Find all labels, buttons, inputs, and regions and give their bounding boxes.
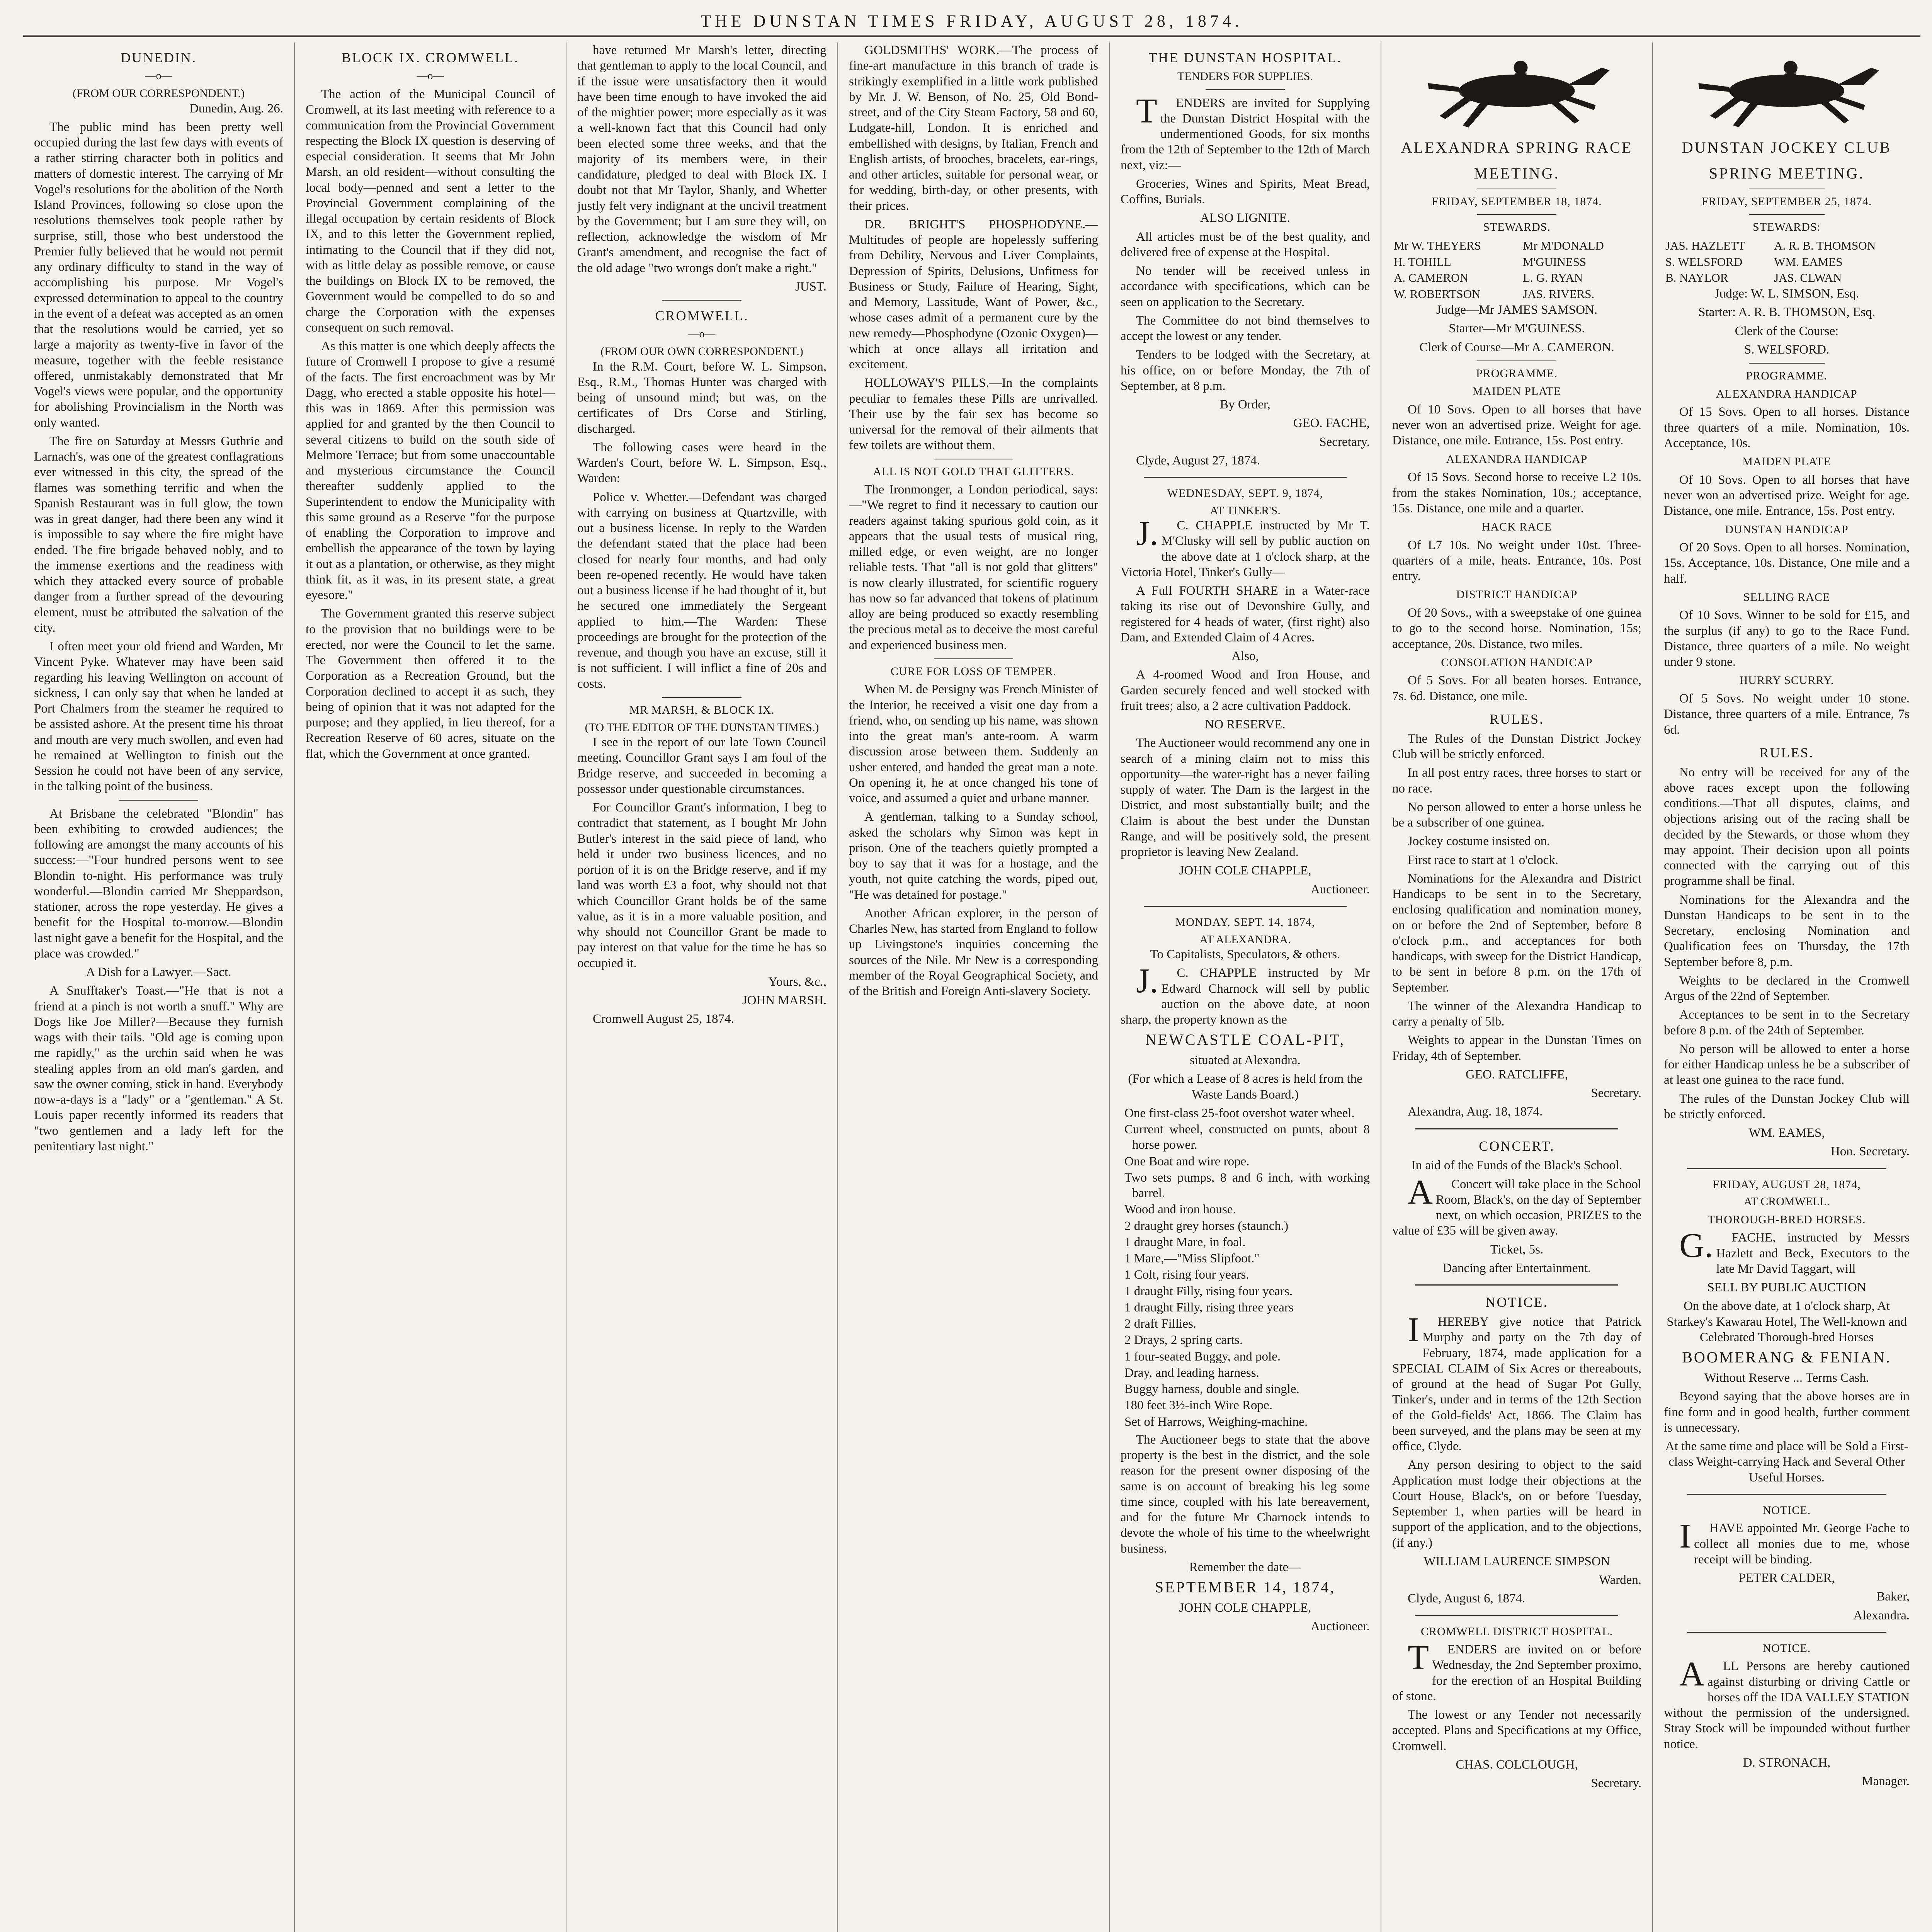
concert-text: AConcert will take place in the School Room, Black's, on the day of September next, on which occasion, PRIZES to the value of £35 will be given away. xyxy=(1392,1173,1642,1238)
list-item: One first-class 25-foot overshot water wheel. xyxy=(1124,1106,1355,1120)
list-item: 1 four-seated Buggy, and pole. xyxy=(1124,1349,1281,1364)
article-title-block-ix: BLOCK IX. CROMWELL. xyxy=(342,50,519,65)
sale-title: THOROUGH-BRED HORSES. xyxy=(1708,1213,1866,1226)
judge: Judge: W. L. SIMSON, Esq. xyxy=(1714,287,1859,301)
secretary-role: Hon. Secretary. xyxy=(1830,1145,1910,1159)
race-meeting-title: DUNSTAN JOCKEY CLUB xyxy=(1682,139,1892,156)
ad-paragraph: All articles must be of the best quality, and delivered free of expense at the Hospital. xyxy=(1121,230,1370,259)
concert-ticket: Ticket, 5s. xyxy=(1490,1242,1544,1257)
rule-text: In all post entry races, three horses to start or no race. xyxy=(1392,766,1641,796)
divider xyxy=(662,697,742,698)
table-row xyxy=(1664,254,1910,270)
sale-terms: Without Reserve ... Terms Cash. xyxy=(1704,1371,1869,1385)
ad-paragraph: J.C. CHAPPLE instructed by Mr Edward Charnock will sell by public auction on the above date, at noon sharp, the property known as the xyxy=(1121,962,1370,1027)
ad-paragraph: The Auctioneer begs to state that the above property is the best in the district, and the sole reason for the present owner disposing of the same is on account of breaking his leg some time since, coupled with his late bereavement, and for the future Mr Charnock intends to devote the whole of his time to the wheelwright business. xyxy=(1121,1432,1370,1556)
article-paragraph: The public mind has been pretty well occupied during the last few days with events of a rather stirring character both in politics and matters of domestic interest. The carrying of Mr Vogel's resolutions for the abolition of the North Island Provinces, following so close upon the resolutions themselves took people rather by surprise, still, those who best understood the Premier fully believed that he would not permit any ordinary difficulty to stand in the way of accomplishing his purpose. Mr Vogel's expressed determination to appeal to the country in the event of a defeat was accepted as an omen that the resolutions would be carried, yet so large a majority as twenty-five in favor of the measure, together with the feeble resistance offered, unmistakably demonstrated that Mr Vogel's views were popular, and the opportunity for abolishing Provincialism in the North was only wanted. xyxy=(34,120,283,430)
divider xyxy=(1144,906,1347,907)
rule-text: Weights to appear in the Dunstan Times on Friday, 4th of September. xyxy=(1392,1033,1641,1063)
race-name: DUNSTAN HANDICAP xyxy=(1725,523,1849,536)
ad-date: Clyde, August 27, 1874. xyxy=(1136,453,1260,468)
auction-date-heading: WEDNESDAY, SEPT. 9, 1874, xyxy=(1167,487,1323,500)
race-name: CONSOLATION HANDICAP xyxy=(1441,656,1593,669)
concert-dancing: Dancing after Entertainment. xyxy=(1442,1261,1591,1275)
table-row xyxy=(1392,270,1641,286)
table-row xyxy=(1664,238,1910,254)
table-row xyxy=(1392,238,1641,254)
secretary-name: GEO. RATCLIFFE, xyxy=(1466,1067,1568,1082)
warden-role: Warden. xyxy=(1599,1573,1641,1587)
rule-text: No person allowed to enter a horse unless he be a subscriber of one guinea. xyxy=(1392,800,1641,830)
steward-name: H. TOHILL xyxy=(1394,255,1451,269)
auctioneer-role: Auctioneer. xyxy=(1310,882,1370,896)
steward-name: Mr W. THEYERS xyxy=(1394,238,1481,252)
steward-name: A. R. B. THOMSON xyxy=(1774,238,1876,252)
auctioneer-name: JOHN COLE CHAPPLE, xyxy=(1179,864,1311,878)
column-jockey-club xyxy=(1653,43,1920,1932)
list-item: 180 feet 3½-inch Wire Rope. xyxy=(1124,1398,1272,1413)
list-item: Set of Harrows, Weighing-machine. xyxy=(1124,1415,1308,1429)
divider xyxy=(1144,477,1347,478)
article-paragraph: Police v. Whetter.—Defendant was charged with carrying on business at Quartzville, with out a business license. In reply to the Warden the defendant stated that the place had been closed for nearly four months, and had only been re-opened recently. He would have taken out a business license if he had thought of it, but he secured one immediately the Sergeant applied to him.—The Warden: These proceedings are brought for the protection of the revenue, and though you have an excuse, still it is not sufficient. I will inflict a fine of 20s and costs. xyxy=(577,490,827,691)
ad-also: Also, xyxy=(1231,649,1259,663)
ad-subtitle: TENDERS FOR SUPPLIES. xyxy=(1177,70,1313,83)
list-item: Current wheel, constructed on punts, about 8 horse power. xyxy=(1124,1122,1370,1152)
ad-also: ALSO LIGNITE. xyxy=(1200,211,1290,225)
divider xyxy=(934,658,1013,659)
letter-subtitle: (TO THE EDITOR OF THE DUNSTAN TIMES.) xyxy=(585,721,819,734)
table-row xyxy=(1392,254,1641,270)
secretary-role: Secretary. xyxy=(1591,1776,1641,1791)
steward-name: JAS. RIVERS. xyxy=(1523,287,1595,301)
list-item: 2 draught grey horses (staunch.) xyxy=(1124,1219,1289,1233)
notice-place: Alexandra. xyxy=(1853,1608,1910,1622)
ad-paragraph: Tenders to be lodged with the Secretary, at his office, on or before Monday, the 7th of September, at 8 p.m. xyxy=(1121,348,1370,393)
secretary-name: WM. EAMES, xyxy=(1748,1126,1825,1140)
clerk-of-course: Clerk of Course—Mr A. CAMERON. xyxy=(1419,340,1614,354)
ad-paragraph: The Auctioneer would recommend any one in search of a mining claim not to miss this opportunity—the water-right has a never failing supply of water. The Dam is the largest in the District, and most substantially built; and the Claim is about the best under the Dunstan Range, and will be positively sold, the present proprietor is leaving New Zealand. xyxy=(1121,736,1370,859)
stewards-heading: STEWARDS: xyxy=(1753,221,1821,234)
tender-text: TENDERS are invited on or before Wednesday, the 2nd September proximo, for the erection of an Hospital Building of stone. xyxy=(1392,1638,1641,1703)
race-details: Of 10 Sovs. Open to all horses that have never won an advertised prize. Weight for age. Distance, one mile. Entrance, 15s. Post entry. xyxy=(1392,402,1641,448)
letter-title-marsh: MR MARSH, & BLOCK IX. xyxy=(629,703,775,716)
race-name: ALEXANDRA HANDICAP xyxy=(1716,387,1857,400)
ad-paragraph: No tender will be received unless in accordance with specifications, which can be seen on application to the Secretary. xyxy=(1121,264,1370,309)
hospital-tender-heading: CROMWELL DISTRICT HOSPITAL. xyxy=(1420,1625,1613,1638)
auctioneer-name: JOHN COLE CHAPPLE, xyxy=(1179,1600,1311,1615)
stewards-heading: STEWARDS. xyxy=(1483,221,1551,234)
ad-role: Secretary. xyxy=(1319,435,1370,449)
article-paragraph: The Ironmonger, a London periodical, says:—"We regret to find it necessary to caution our readers against taking spurious gold coin, as it appears that the usual tests of musical ring, milled edge, or even weight, are no longer reliable tests. That "all is not gold that glitters" is now clearly illustrated, for scientific roguery has now so far advanced that tokens of platinum alloy are being produced so exactly resembling the precious metal as to deceive the most careful and experienced business men. xyxy=(849,483,1098,652)
dateline: Dunedin, Aug. 26. xyxy=(189,101,283,116)
article-paragraph: A Snufftaker's Toast.—"He that is not a friend at a pinch is not worth a snuff." Why are Dogs like Joe Miller?—Because they furnish wags with their tails. "Old age is coming upon me rapidly," as the urchin said when he was stealing apples from an old man's garden, and saw the owner coming, stick in hand. Everybody now-a-days is a "lady" or a "gentleman." A St. Louis paper recently informed its readers that "two gentlemen and a lady left for the penitentiary last night." xyxy=(34,984,283,1153)
race-details: Of 20 Sovs., with a sweepstake of one guinea to go to the second horse. Nomination, 15s; acceptance, 20s. Distance, two miles. xyxy=(1392,606,1641,651)
race-meeting-title: ALEXANDRA SPRING RACE xyxy=(1401,139,1633,156)
divider xyxy=(1206,89,1285,90)
rule-text: The winner of the Alexandra Handicap to carry a penalty of 5lb. xyxy=(1392,999,1641,1029)
race-details: Of 5 Sovs. No weight under 10 stone. Distance, three quarters of a mile. Entrance, 7s 6d. xyxy=(1664,692,1910,737)
divider xyxy=(1415,1128,1618,1129)
article-title-cromwell: CROMWELL. xyxy=(655,308,749,323)
secretary-role: Secretary. xyxy=(1591,1086,1641,1100)
ad-paragraph: Groceries, Wines and Spirits, Meat Bread, Coffins, Burials. xyxy=(1121,177,1370,206)
race-meeting-title-2: MEETING. xyxy=(1474,164,1560,182)
article-paragraph: In the R.M. Court, before W. L. Simpson, Esq., R.M., Thomas Hunter was charged with being of unsound mind; but was, on the certificates of Drs Corse and Stirling, discharged. xyxy=(577,359,827,436)
steward-name: S. WELSFORD xyxy=(1665,255,1743,269)
rule-text: The rules of the Dunstan Jockey Club will be strictly enforced. xyxy=(1664,1092,1910,1121)
notice-text: Any person desiring to object to the said Application must lodge their objections at the Court House, Black's, on or before Tuesday, September 1, when parties will be heard in support of the application, and to the objections, (if any.) xyxy=(1392,1458,1641,1550)
table-row xyxy=(1664,270,1910,286)
article-paragraph: GOLDSMITHS' WORK.—The process of fine-art manufacture in this branch of trade is strikingly exemplified in a little work published by Mr. J. W. Benson, of No. 25, Old Bond-street, and of the City Steam Factory, 58 and 60, Ludgate-hill, London. It is enriched and embellished with designs, by Italian, French and English artists, of brooches, bracelets, ear-rings, and other articles, suitable for personal wear, or for wedding, birth-day, or other presents, with their prices. xyxy=(849,43,1098,213)
ad-paragraph: TENDERS are invited for Supplying the Dunstan District Hospital with the undermentioned Goods, for six months from the 12th of September to the 12th of March next, viz:— xyxy=(1121,92,1370,172)
list-item: 1 draught Filly, rising four years. xyxy=(1124,1284,1293,1298)
list-item: Wood and iron house. xyxy=(1124,1202,1236,1217)
race-name: MAIDEN PLATE xyxy=(1742,455,1831,468)
race-date: FRIDAY, SEPTEMBER 25, 1874. xyxy=(1701,195,1872,208)
notice-name: D. STRONACH, xyxy=(1743,1755,1831,1770)
list-item: One Boat and wire rope. xyxy=(1124,1154,1250,1168)
horse-names: BOOMERANG & FENIAN. xyxy=(1682,1349,1891,1366)
rule-text: The Rules of the Dunstan District Jockey Club will be strictly enforced. xyxy=(1392,731,1641,761)
correspondent-line: (FROM OUR CORRESPONDENT.) xyxy=(72,87,245,100)
article-title-dunedin: DUNEDIN. xyxy=(121,50,197,65)
sale-headline: SELL BY PUBLIC AUCTION xyxy=(1707,1281,1866,1295)
rule-text: Nominations for the Alexandra and the Dunstan Handicaps to be sent in to the Secretary, enclosing Nomination and Qualification fees on Thursday, the 17th September before 8, p.m. xyxy=(1664,893,1910,969)
separator: —o— xyxy=(688,328,716,340)
racehorse-illustration-icon xyxy=(1664,46,1910,131)
separator: —o— xyxy=(417,70,444,82)
divider xyxy=(1749,363,1825,364)
sale-location: AT CROMWELL. xyxy=(1743,1195,1830,1208)
article-paragraph: The following cases were heard in the Warden's Court, before W. L. Simpson, Esq., Warden: xyxy=(577,440,827,486)
column-dunedin xyxy=(23,43,295,1932)
remember-line: Remember the date— xyxy=(1189,1560,1301,1574)
steward-name: M'GUINESS xyxy=(1523,255,1587,269)
race-details: Of 10 Sovs. Winner to be sold for £15, and the surplus (if any) to go to the Race Fund. Distance, three quarters of a mile. No weight under 9 stone. xyxy=(1664,608,1910,669)
notice-date: Clyde, August 6, 1874. xyxy=(1408,1592,1526,1606)
race-date: FRIDAY, SEPTEMBER 18, 1874. xyxy=(1432,195,1602,208)
notice-text: IHEREBY give notice that Patrick Murphy and party on the 7th day of February, 1874, made application for a SPECIAL CLAIM of Six Acres or thereabouts, of ground at the head of Sugar Pot Gully, Tinker's, under and in terms of the 12th Section of the Gold-fields' Act, 1866. The Claim has been surveyed, and the plans may be seen at my office, Clyde. xyxy=(1392,1311,1641,1454)
remember-date: SEPTEMBER 14, 1874, xyxy=(1155,1578,1336,1596)
race-details: Of 15 Sovs. Open to all horses. Distance three quarters of a mile. Nomination, 10s. Acceptance, 10s. xyxy=(1664,405,1910,450)
auctioneer-role: Auctioneer. xyxy=(1310,1619,1370,1634)
divider xyxy=(1477,214,1556,215)
race-meeting-title-2: SPRING MEETING. xyxy=(1709,164,1865,182)
ad-paragraph: A 4-roomed Wood and Iron House, and Garden securely fenced and well stocked with fruit trees; also, a 2 acre cultivation Paddock. xyxy=(1121,668,1370,713)
steward-name: W. ROBERTSON xyxy=(1394,287,1481,301)
steward-name: Mr M'DONALD xyxy=(1523,238,1604,252)
notice-heading: NOTICE. xyxy=(1485,1294,1548,1310)
concert-subtitle: In aid of the Funds of the Black's School. xyxy=(1411,1158,1622,1173)
masthead: THE DUNSTAN TIMES FRIDAY, AUGUST 28, 1874. xyxy=(23,8,1920,37)
column-hospital-auctions xyxy=(1110,43,1381,1932)
notice-name: PETER CALDER, xyxy=(1738,1571,1835,1585)
letter-sign-off: Yours, &c., xyxy=(768,975,827,989)
clerk-of-course: Clerk of the Course: xyxy=(1735,324,1839,338)
ad-signatory: GEO. FACHE, xyxy=(1293,416,1370,430)
column-block-ix xyxy=(295,43,566,1932)
divider xyxy=(1415,1615,1618,1616)
auction-date-heading: MONDAY, SEPT. 14, 1874, xyxy=(1175,915,1315,929)
rule-text: Nominations for the Alexandra and District Handicaps to be sent in to the Secretary, enclosing qualification and nomination money, on or before the 2nd of September, before 8 o'clock p.m., and acceptances for both handicaps, with sweep for the District Handicap, to be sent in before 8 p.m. on the 17th of September. xyxy=(1392,871,1641,995)
sale-text: G.FACHE, instructed by Messrs Hazlett and Beck, Executors to the late Mr David Taggart, will xyxy=(1679,1226,1910,1276)
race-details: Of 5 Sovs. For all beaten horses. Entrance, 7s. 6d. Distance, one mile. xyxy=(1392,673,1641,703)
race-details: Of 20 Sovs. Open to all horses. Nomination, 15s. Acceptance, 10s. Distance, One mile and a half. xyxy=(1664,541,1910,586)
notice-text: IHAVE appointed Mr. George Fache to collect all monies due to me, whose receipt will be binding. xyxy=(1679,1517,1910,1566)
judge: Judge—Mr JAMES SAMSON. xyxy=(1436,303,1598,317)
notice-role: Manager. xyxy=(1862,1774,1910,1789)
list-item: 2 Drays, 2 spring carts. xyxy=(1124,1333,1243,1347)
programme-heading: PROGRAMME. xyxy=(1476,367,1558,380)
divider xyxy=(662,300,742,301)
article-paragraph: Another African explorer, in the person of Charles New, has started from England to follow up Livingstone's inquiries concerning the sources of the Nile. Mr New is a corresponding member of the Royal Geographical Society, and of the British and Foreign Anti-slavery Society. xyxy=(849,906,1098,998)
race-details: Of 10 Sovs. Open to all horses that have never won an advertised prize. Weight for age. Distance, one mile. Entrance, 15s. Post entry. xyxy=(1664,473,1910,518)
divider xyxy=(1415,1284,1618,1286)
article-title-temper: CURE FOR LOSS OF TEMPER. xyxy=(890,665,1057,678)
article-paragraph: DR. BRIGHT'S PHOSPHODYNE.—Multitudes of people are hopelessly suffering from Debility, Nervous and Liver Complaints, Depression of Spirits, Delusions, Unfitness for Business or Study, Failure of Hearing, Sight, and Memory, Lassitude, Want of Power, &c., whose cases admit of a permanent cure by the new remedy—Phosphodyne (Ozonic Oxygen)—which at once allays all irritation and excitement. xyxy=(849,217,1098,371)
list-item: Two sets pumps, 8 and 6 inch, with working barrel. xyxy=(1124,1170,1370,1201)
ad-paragraph: A Full FOURTH SHARE in a Water-race taking its rise out of Devonshire Gully, and registered for 4 heads of water, (first right) also Dam, and Extended Claim of 4 Acres. xyxy=(1121,584,1370,645)
race-name: HURRY SCURRY. xyxy=(1739,674,1834,687)
rules-heading: RULES. xyxy=(1489,711,1544,727)
colliery-name: NEWCASTLE COAL-PIT, xyxy=(1145,1031,1345,1049)
article-paragraph: The fire on Saturday at Messrs Guthrie and Larnach's, was one of the greatest conflagrations ever witnessed in this city, the spread of the flames was something terrific and when the Spanish Restaurant was in full glow, the town was in great danger, had there been any wind it is impossible to say where the fire might have ended. The fire brigade behaved nobly, and to the immense exertions and the readiness with which they attacked every source of probable danger from a further spread of the devouring element, must be attributed the salvation of the city. xyxy=(34,434,283,635)
stewards-table xyxy=(1664,238,1910,286)
rule-text: Jockey costume insisted on. xyxy=(1408,834,1550,849)
auction-location: AT TINKER'S. xyxy=(1210,504,1281,517)
race-name: ALEXANDRA HANDICAP xyxy=(1446,452,1588,466)
race-name: SELLING RACE xyxy=(1743,590,1830,604)
sale-text: At the same time and place will be Sold a First-class Weight-carrying Hack and Several Other Useful Horses. xyxy=(1665,1439,1908,1485)
article-paragraph: As this matter is one which deeply affects the future of Cromwell I propose to give a resumé of the facts. The first encroachment was by Mr Dagg, who erected a stable opposite his hotel—this was in 1869. After this permission was applied for and granted by the then Council to several citizens to build on the south side of Melmore Terrace; but from some unaccountable and mysterious circumstance the Council thereafter suddenly applied to the Superintendent to endow the Municipality with this same ground as a Reserve "for the purpose of enabling the Corporation to improve and embellish the appearance of the town by laying it out as a plantation, or otherwise, as they might think fit, as it was, in its present state, a great eyesore." xyxy=(306,339,555,602)
steward-name: JAS. CLWAN xyxy=(1774,271,1842,285)
race-name: DISTRICT HANDICAP xyxy=(1456,588,1578,601)
article-paragraph: The action of the Municipal Council of Cromwell, at its last meeting with reference to a communication from the Provincial Government respecting the Block IX question is deserving of especial consideration. It seems that Mr John Marsh, an old resident—without consulting the local body—penned and sent a letter to the Provincial Government complaining of the illegal occupation by certain residents of Block IX, and to this letter the Government replied, intimating to the Council that if they did not, with as little delay as possible remove, or cause the buildings on Block IX to be removed, the Government would be compelled to do so and charge the Corporation with the expenses consequent on such removal. xyxy=(306,87,555,335)
divider xyxy=(119,800,198,801)
notice-role: Baker, xyxy=(1876,1590,1910,1604)
steward-name: WM. EAMES xyxy=(1774,255,1843,269)
starter: Starter—Mr M'GUINESS. xyxy=(1449,321,1585,336)
ad-date: Alexandra, Aug. 18, 1874. xyxy=(1408,1105,1543,1119)
secretary-name: CHAS. COLCLOUGH, xyxy=(1456,1757,1578,1772)
racehorse-illustration-icon xyxy=(1392,46,1641,131)
notice-heading: NOTICE. xyxy=(1762,1641,1811,1655)
starter: Starter: A. R. B. THOMSON, Esq. xyxy=(1698,305,1875,320)
steward-name: JAS. HAZLETT xyxy=(1665,238,1745,252)
race-name: MAIDEN PLATE xyxy=(1472,385,1561,398)
list-item: 1 Colt, rising four years. xyxy=(1124,1268,1249,1282)
article-paragraph: When M. de Persigny was French Minister of the Interior, he received a visit one day from a friend, who, on sending up his name, was shown into the great man's ante-room. A warm discussion arose between them. Suddenly an usher entered, and handed the great man a note. On opening it, he at once changed his tone of voice, and assumed a quiet and urbane manner. xyxy=(849,682,1098,806)
divider xyxy=(1687,1632,1886,1633)
letter-paragraph: I see in the report of our late Town Council meeting, Councillor Grant says I am foul of the Bridge reserve, and succeeded in becoming a possessor under questionable circumstances. xyxy=(577,735,827,796)
sale-text: On the above date, at 1 o'clock sharp, At Starkey's Kawarau Hotel, The Well-known and Celebrated Thorough-bred Horses xyxy=(1667,1299,1907,1344)
article-paragraph-blondin: At Brisbane the celebrated "Blondin" has been exhibiting to crowded audiences; the following are amongst the many accounts of his success:—"Four hundred persons went to see Blondin to-night. His performance was truly wonderful.—Blondin carried Mr Sheppardson, stationer, across the rope yesterday. He gives a benefit for the Hospital to-morrow.—Blondin last night gave a benefit for the Hospital, and the place was crowded." xyxy=(34,806,283,961)
list-item: 1 Mare,—"Miss Slipfoot." xyxy=(1124,1252,1260,1266)
separator: —o— xyxy=(145,70,172,82)
ad-title-hospital: THE DUNSTAN HOSPITAL. xyxy=(1148,50,1342,65)
concert-heading: CONCERT. xyxy=(1479,1138,1555,1154)
column-alexandra-race xyxy=(1381,43,1653,1932)
rule-text: First race to start at 1 o'clock. xyxy=(1408,853,1558,867)
correspondent-line: (FROM OUR OWN CORRESPONDENT.) xyxy=(600,345,803,358)
programme-heading: PROGRAMME. xyxy=(1746,369,1828,383)
steward-name: A. CAMERON xyxy=(1394,271,1468,285)
race-name: HACK RACE xyxy=(1481,520,1552,534)
auction-location: AT ALEXANDRA. xyxy=(1199,933,1291,946)
article-paragraph: I often meet your old friend and Warden, Mr Vincent Pyke. Whatever may have been said regarding his leaving Wellington on account of sickness, I can only say that when he landed at Port Chalmers from the steamer he required to be assisted ashore. At the present time his throat and mouth are very much swollen, and even had he remained at Wellington to finish out the Session he could not have been of any service, in the talking point of the business. xyxy=(34,639,283,794)
auction-audience: To Capitalists, Speculators, & others. xyxy=(1150,947,1340,962)
colliery-location: situated at Alexandra. xyxy=(1190,1053,1301,1068)
ad-order: By Order, xyxy=(1220,398,1270,412)
list-item: 1 draught Filly, rising three years xyxy=(1124,1300,1294,1315)
rule-text: No person will be allowed to enter a horse for either Handicap unless he be a subscriber of at least one guinea to the race fund. xyxy=(1664,1042,1910,1087)
steward-name: B. NAYLOR xyxy=(1665,271,1728,285)
race-details: Of 15 Sovs. Second horse to receive L2 10s. from the stakes Nomination, 10s.; acceptance, 15s. Distance, one mile and a quarter. xyxy=(1392,470,1641,515)
rule-text: No entry will be received for any of the above races except upon the following conditions.—That all disputes, claims, and objections arising out of the racing shall be decided by the Stewards, or those whom they may appoint. Their decision upon all points connected with the carrying out of this programme shall be final. xyxy=(1664,765,1910,888)
steward-name: L. G. RYAN xyxy=(1523,271,1583,285)
notice-heading: NOTICE. xyxy=(1762,1503,1811,1517)
colliery-lease: (For which a Lease of 8 acres is held from the Waste Lands Board.) xyxy=(1128,1072,1362,1102)
stewards-table xyxy=(1392,238,1641,302)
rule-text: Weights to be declared in the Cromwell Argus of the 22nd of September. xyxy=(1664,973,1910,1003)
article-paragraph: HOLLOWAY'S PILLS.—In the complaints peculiar to females these Pills are unrivalled. Their use by the fair sex has become so universal for the removal of their ailments that few toilets are without them. xyxy=(849,376,1098,452)
ad-paragraph: J.C. CHAPPLE instructed by Mr T. M'Clusky will sell by public auction on the above date at 1 o'clock sharp, at the Victoria Hotel, Tinker's Gully— xyxy=(1121,514,1370,579)
rule-text: Acceptances to be sent in to the Secretary before 8 p.m. of the 24th of September. xyxy=(1664,1008,1910,1037)
plant-list xyxy=(1121,1105,1370,1430)
ad-paragraph: The Committee do not bind themselves to accept the lowest or any tender. xyxy=(1121,313,1370,343)
clerk-name: S. WELSFORD. xyxy=(1744,342,1830,357)
letter-paragraph: For Councillor Grant's information, I beg to contradict that statement, as I bought Mr John Butler's interest in the said piece of land, who held it under two business licences, and no portion of it is on the Bridge reserve, and if my land was worth £3 a foot, why should not that which Councillor Grant holds be of the same value, as it is in a more valuable position, and why should not Councillor Grant be made to pay interest on that value for the time he has so occupied it. xyxy=(577,801,827,970)
list-item: 1 draught Mare, in foal. xyxy=(1124,1235,1246,1249)
tender-text: The lowest or any Tender not necessarily accepted. Plans and Specifications at my Office, Cromwell. xyxy=(1392,1708,1641,1753)
signature-just: JUST. xyxy=(795,279,827,294)
table-row xyxy=(1392,286,1641,302)
article-paragraph: have returned Mr Marsh's letter, directing that gentleman to apply to the local Council, and if the issue were unsatisfactory then it would have been time enough to have invoked the aid of the mightier power; more especially as it was a well-known fact that this Council had only been elected some three weeks, and that the majority of its members were, in their candidature, pledged to deal with Block IX. I doubt not that Mr Taylor, Shanly, and Whetter justly felt very indignant at the uncivil treatment by the Government; but I am sure they will, on reflection, acknowledge the wisdom of Mr Grant's amendment, and recognise the fact of the old adage "two wrongs don't make a right." xyxy=(577,43,827,275)
divider xyxy=(1687,1168,1886,1169)
letter-date: Cromwell August 25, 1874. xyxy=(593,1012,734,1026)
divider xyxy=(1749,214,1825,215)
column-cromwell xyxy=(566,43,838,1932)
article-paragraph: The Government granted this reserve subject to the provision that no buildings were to be erected, nor were the Council to let the same. The Government then offered it to the Corporation as a Recreation Ground, but the Corporation declined to accept it as such, they being of opinion that it was not adapted for the purpose; and they applied, in lieu thereof, for a Recreation Reserve of 60 acres, situate on the flat, which the Government at once granted. xyxy=(306,607,555,761)
item-title: A Dish for a Lawyer.—Sact. xyxy=(86,965,231,980)
article-title-gold: ALL IS NOT GOLD THAT GLITTERS. xyxy=(873,465,1074,478)
no-reserve: NO RESERVE. xyxy=(1205,718,1286,732)
warden-name: WILLIAM LAURENCE SIMPSON xyxy=(1423,1554,1610,1568)
rules-heading: RULES. xyxy=(1759,745,1814,760)
list-item: 2 draft Fillies. xyxy=(1124,1317,1197,1331)
article-paragraph: A gentleman, talking to a Sunday school, asked the scholars why Simon was kept in prison. One of the teachers quietly prompted a boy to say that it was for a hostage, and the youth, not quite catching the words, piped out, "He was detained for postage." xyxy=(849,810,1098,902)
sale-date: FRIDAY, AUGUST 28, 1874, xyxy=(1713,1178,1861,1191)
list-item: Dray, and leading harness. xyxy=(1124,1366,1259,1380)
divider xyxy=(1687,1494,1886,1495)
race-details: Of L7 10s. No weight under 10st. Three-quarters of a mile, heats. Entrance, 10s. Post entry. xyxy=(1392,538,1641,583)
column-miscellany xyxy=(838,43,1110,1932)
notice-text: ALL Persons are hereby cautioned against disturbing or driving Cattle or horses off the IDA VALLEY STATION without the permission of the undersigned. Stray Stock will be impounded without further notice. xyxy=(1664,1655,1910,1751)
sale-text: Beyond saying that the above horses are in fine form and in good health, further comment is unnecessary. xyxy=(1664,1389,1910,1435)
letter-author: JOHN MARSH. xyxy=(742,993,827,1008)
list-item: Buggy harness, double and single. xyxy=(1124,1382,1299,1396)
